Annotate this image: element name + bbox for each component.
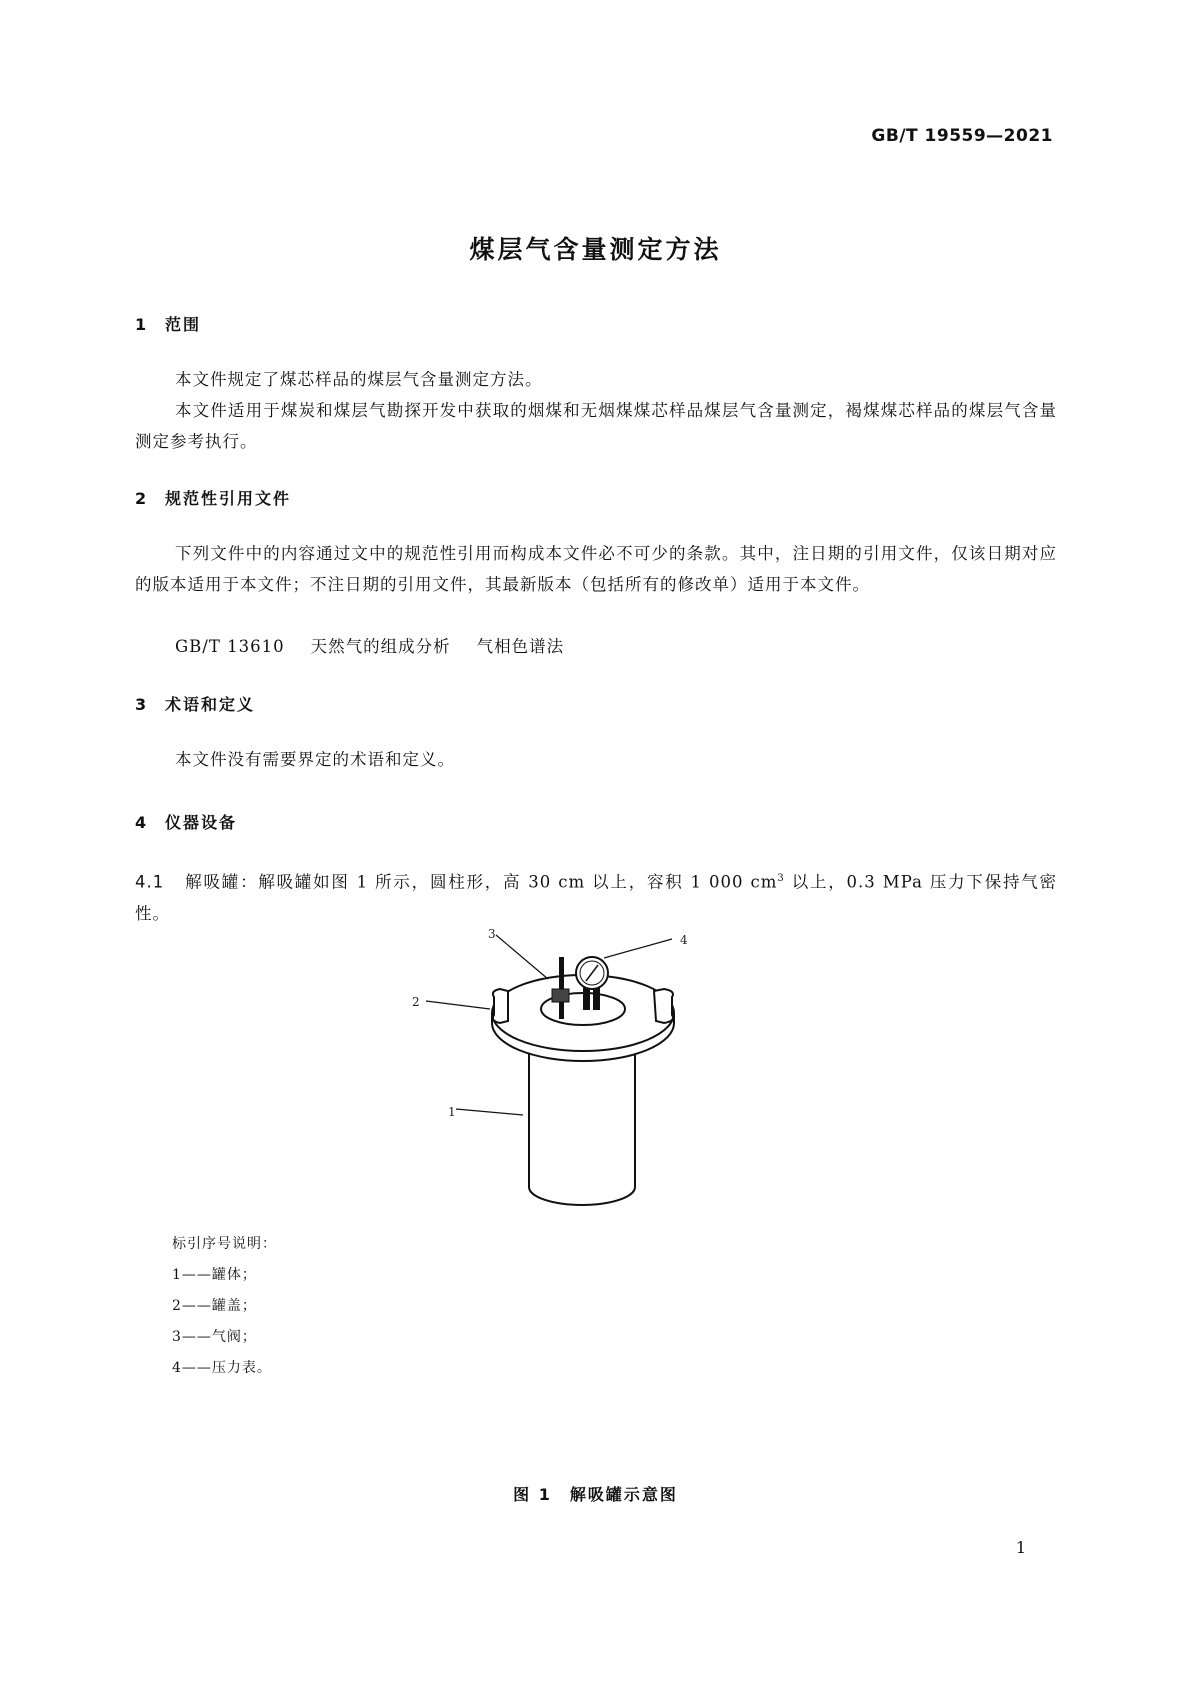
callout-3: 3 bbox=[488, 927, 496, 941]
document-title: 煤层气含量测定方法 bbox=[469, 235, 722, 264]
superscript-3: 3 bbox=[777, 873, 785, 884]
clause-text-b: 以上，0.3 MPa 压力下保持气密性。 bbox=[135, 872, 1057, 923]
scope-text bbox=[135, 364, 1057, 457]
clause-number: 4.1 bbox=[135, 872, 165, 892]
reference-title-part-1: 天然气的组成分析 bbox=[310, 637, 451, 656]
reference-code: GB/T 13610 bbox=[175, 637, 285, 656]
scope-paragraph-1: 本文件规定了煤芯样品的煤层气含量测定方法。 bbox=[175, 370, 543, 389]
figure-key-item: 2——罐盖； bbox=[172, 1298, 257, 1314]
standard-number: GB/T 19559—2021 bbox=[871, 126, 1053, 146]
normative-paragraph: 下列文件中的内容通过文中的规范性引用而构成本文件必不可少的条款。其中，注日期的引用文件，仅该日期对应的版本适用于本文件；不注日期的引用文件，其最新版本（包括所有的修改单）适用于本文件。 bbox=[135, 544, 1057, 594]
page-number: 1 bbox=[1015, 1538, 1026, 1557]
section-1-heading bbox=[135, 312, 201, 335]
right-handle bbox=[654, 989, 673, 1023]
section-number: 2 bbox=[135, 489, 149, 508]
figure-key-item: 3——气阀； bbox=[172, 1329, 257, 1345]
section-3-heading bbox=[135, 692, 255, 715]
section-number: 1 bbox=[135, 315, 149, 334]
normative-text bbox=[135, 538, 1057, 600]
callout-1: 1 bbox=[448, 1105, 456, 1119]
terms-paragraph: 本文件没有需要界定的术语和定义。 bbox=[175, 750, 455, 769]
figure-key bbox=[172, 1229, 277, 1384]
left-handle bbox=[493, 989, 508, 1023]
terms-text bbox=[135, 744, 1057, 775]
section-2-heading bbox=[135, 486, 291, 509]
figure-key-title: 标引序号说明： bbox=[172, 1236, 277, 1252]
normative-reference bbox=[175, 633, 564, 657]
section-title: 术语和定义 bbox=[165, 695, 256, 714]
section-number: 4 bbox=[135, 813, 149, 832]
clause-text-a: 解吸罐：解吸罐如图 1 所示，圆柱形，高 30 cm 以上，容积 1 000 cm bbox=[185, 872, 778, 892]
callout-4: 4 bbox=[680, 933, 688, 947]
section-4-heading bbox=[135, 810, 237, 833]
figure-caption: 图 1 解吸罐示意图 bbox=[513, 1485, 678, 1504]
section-title: 范围 bbox=[165, 315, 202, 334]
figure-key-item: 4——压力表。 bbox=[172, 1360, 272, 1376]
section-number: 3 bbox=[135, 695, 149, 714]
clause-4-1 bbox=[135, 863, 1057, 929]
reference-title-part-2: 气相色谱法 bbox=[476, 637, 565, 656]
desorption-canister-figure bbox=[400, 925, 720, 1225]
section-title: 规范性引用文件 bbox=[165, 489, 292, 508]
callout-2: 2 bbox=[412, 995, 420, 1009]
figure-key-item: 1——罐体； bbox=[172, 1267, 257, 1283]
section-title: 仪器设备 bbox=[165, 813, 238, 832]
scope-paragraph-2: 本文件适用于煤炭和煤层气勘探开发中获取的烟煤和无烟煤煤芯样品煤层气含量测定，褐煤煤芯样品的煤层气含量测定参考执行。 bbox=[135, 401, 1057, 451]
